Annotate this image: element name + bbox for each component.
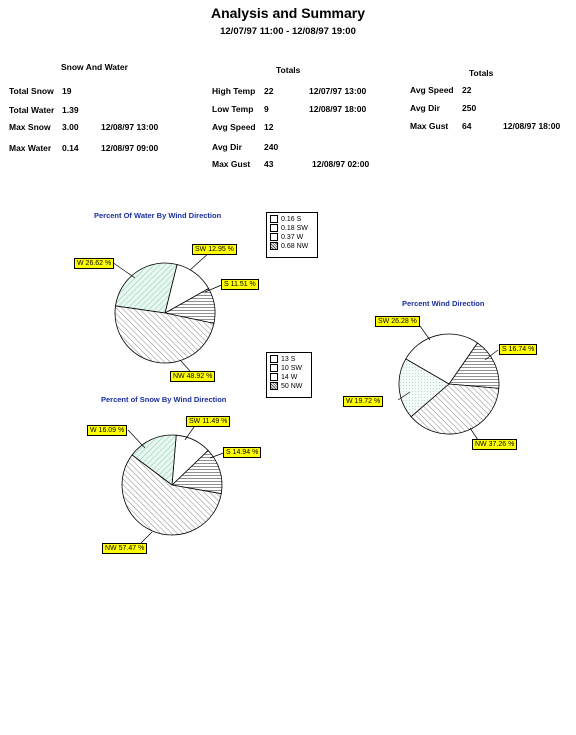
max-gust-value-1: 43 bbox=[264, 159, 274, 169]
total-snow-value: 19 bbox=[62, 86, 72, 96]
total-water-value: 1.39 bbox=[62, 105, 79, 115]
legend-label: 0.18 SW bbox=[281, 225, 308, 232]
legend-snow bbox=[266, 352, 312, 398]
label-snow-s: S 14.94 % bbox=[223, 447, 261, 458]
legend-label: 50 NW bbox=[281, 383, 303, 390]
total-snow-label: Total Snow bbox=[9, 86, 54, 96]
max-gust-time-1: 12/08/97 02:00 bbox=[312, 159, 370, 169]
leader-line bbox=[128, 430, 145, 448]
avg-dir-value-1: 240 bbox=[264, 142, 279, 152]
avg-speed-value-2: 22 bbox=[462, 85, 472, 95]
max-water-label: Max Water bbox=[9, 143, 52, 153]
avg-dir-value-2: 250 bbox=[462, 103, 477, 113]
max-gust-time-2: 12/08/97 18:00 bbox=[503, 121, 561, 131]
max-snow-label: Max Snow bbox=[9, 122, 51, 132]
leader-line bbox=[112, 262, 135, 278]
legend-label: 13 S bbox=[281, 356, 296, 363]
chart-title-wind: Percent Wind Direction bbox=[402, 299, 485, 308]
label-wind-sw: SW 26.28 % bbox=[375, 316, 420, 327]
avg-speed-label-1: Avg Speed bbox=[212, 122, 256, 132]
max-snow-value: 3.00 bbox=[62, 122, 79, 132]
low-temp-time: 12/08/97 18:00 bbox=[309, 104, 367, 114]
label-snow-nw: NW 57.47 % bbox=[102, 543, 147, 554]
max-water-time: 12/08/97 09:00 bbox=[101, 143, 159, 153]
legend-label: 10 SW bbox=[281, 365, 303, 372]
leader-line bbox=[180, 360, 190, 371]
label-wind-s: S 16.74 % bbox=[499, 344, 537, 355]
avg-speed-label-2: Avg Speed bbox=[410, 85, 454, 95]
max-snow-time: 12/08/97 13:00 bbox=[101, 122, 159, 132]
low-temp-value: 9 bbox=[264, 104, 269, 114]
legend-item bbox=[270, 215, 308, 224]
legend-item bbox=[270, 364, 302, 373]
low-temp-label: Low Temp bbox=[212, 104, 254, 114]
snow-water-heading: Snow And Water bbox=[61, 62, 128, 72]
high-temp-value: 22 bbox=[264, 86, 274, 96]
legend-item bbox=[270, 224, 308, 233]
label-water-w: W 26.62 % bbox=[74, 258, 114, 269]
label-wind-w: W 19.72 % bbox=[343, 396, 383, 407]
label-snow-w: W 16.09 % bbox=[87, 425, 127, 436]
totals-heading-1: Totals bbox=[276, 65, 301, 75]
totals-heading-2: Totals bbox=[469, 68, 494, 78]
chart-title-snow: Percent of Snow By Wind Direction bbox=[101, 395, 227, 404]
date-range: 12/07/97 11:00 - 12/08/97 19:00 bbox=[220, 26, 356, 37]
legend-item bbox=[270, 373, 302, 382]
legend-label: 0.16 S bbox=[281, 216, 302, 223]
max-gust-value-2: 64 bbox=[462, 121, 472, 131]
high-temp-time: 12/07/97 13:00 bbox=[309, 86, 367, 96]
avg-speed-value-1: 12 bbox=[264, 122, 274, 132]
total-water-label: Total Water bbox=[9, 105, 55, 115]
legend-label: 14 W bbox=[281, 374, 298, 381]
high-temp-label: High Temp bbox=[212, 86, 256, 96]
page-title: Analysis and Summary bbox=[210, 5, 366, 21]
label-water-sw: SW 12.95 % bbox=[192, 244, 237, 255]
avg-dir-label-1: Avg Dir bbox=[212, 142, 242, 152]
legend-label: 0.37 W bbox=[281, 234, 304, 241]
legend-item bbox=[270, 242, 308, 251]
label-snow-sw: SW 11.49 % bbox=[186, 416, 230, 427]
legend-item bbox=[270, 355, 302, 364]
avg-dir-label-2: Avg Dir bbox=[410, 103, 440, 113]
chart-title-water: Percent Of Water By Wind Direction bbox=[94, 211, 222, 220]
label-water-s: S 11.51 % bbox=[221, 279, 259, 290]
max-gust-label-1: Max Gust bbox=[212, 159, 251, 169]
max-water-value: 0.14 bbox=[62, 143, 79, 153]
max-gust-label-2: Max Gust bbox=[410, 121, 449, 131]
label-water-nw: NW 48.92 % bbox=[170, 371, 215, 382]
legend-item bbox=[270, 382, 302, 391]
legend-item bbox=[270, 233, 308, 242]
legend-label: 0.68 NW bbox=[281, 243, 309, 250]
label-wind-nw: NW 37.26 % bbox=[472, 439, 517, 450]
legend-water bbox=[266, 212, 318, 258]
leader-line bbox=[420, 326, 430, 340]
